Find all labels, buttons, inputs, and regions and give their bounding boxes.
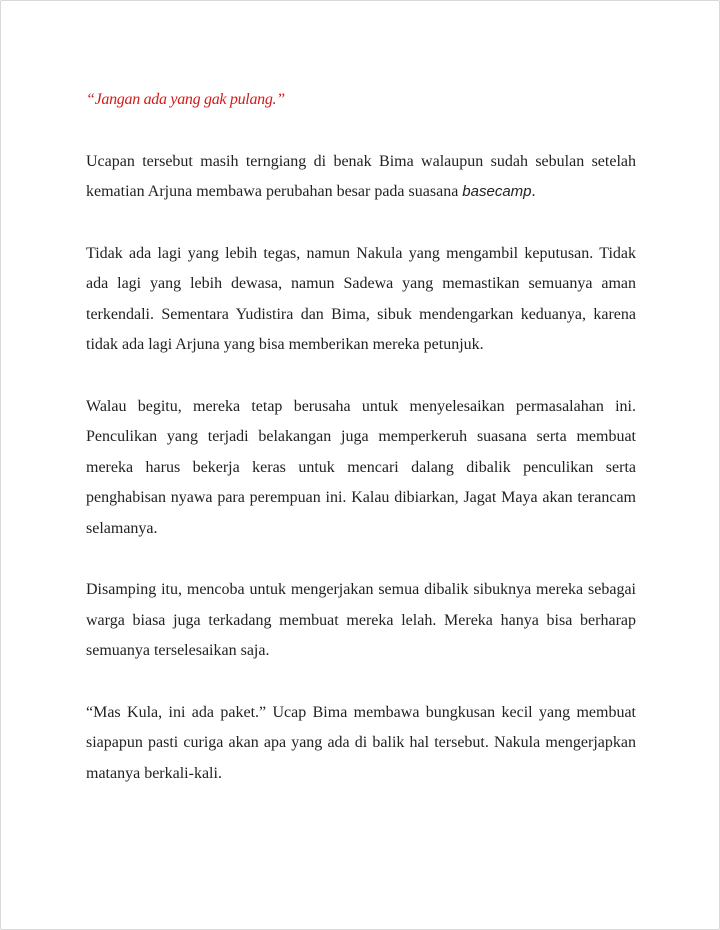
paragraph-3: Walau begitu, mereka tetap berusaha untuk menyelesaikan permasalahan ini. Penculikan yang terjadi belakangan juga memperkeruh suasana serta membuat mereka harus bekerja keras untuk mencari dalang dibalik penculikan serta penghabisan nyawa para perempuan ini. Kalau dibiarkan, Jagat Maya akan terancam selamanya. bbox=[86, 397, 636, 537]
paragraph-2: Tidak ada lagi yang lebih tegas, namun Nakula yang mengambil keputusan. Tidak ada lagi yang lebih dewasa, namun Sadewa yang memastikan semuanya aman terkendali. Sementara Yudistira dan Bima, sibuk mendengarkan keduanya, karena tidak ada lagi Arjuna yang bisa memberikan mereka petunjuk. bbox=[86, 244, 636, 353]
paragraph-1-text: Ucapan tersebut masih terngiang di benak Bima walaupun sudah sebulan setelah kematian Arjuna membawa perubahan besar pada suasana bbox=[86, 152, 636, 200]
italic-term: basecamp bbox=[462, 183, 532, 200]
paragraph-1-end: . bbox=[531, 183, 536, 200]
paragraph-5: “Mas Kula, ini ada paket.” Ucap Bima membawa bungkusan kecil yang membuat siapapun pasti curiga akan apa yang ada di balik hal tersebut. Nakula mengerjapkan matanya berkali-kali. bbox=[86, 703, 636, 782]
paragraph-4: Disamping itu, mencoba untuk mengerjakan semua dibalik sibuknya mereka sebagai warga biasa juga terkadang membuat mereka lelah. Mereka hanya bisa berharap semuanya terselesaikan saja. bbox=[86, 581, 636, 659]
opening-quote: “Jangan ada yang gak pulang.” bbox=[86, 91, 285, 108]
paragraph-1 bbox=[86, 147, 636, 208]
document-body bbox=[86, 85, 636, 789]
